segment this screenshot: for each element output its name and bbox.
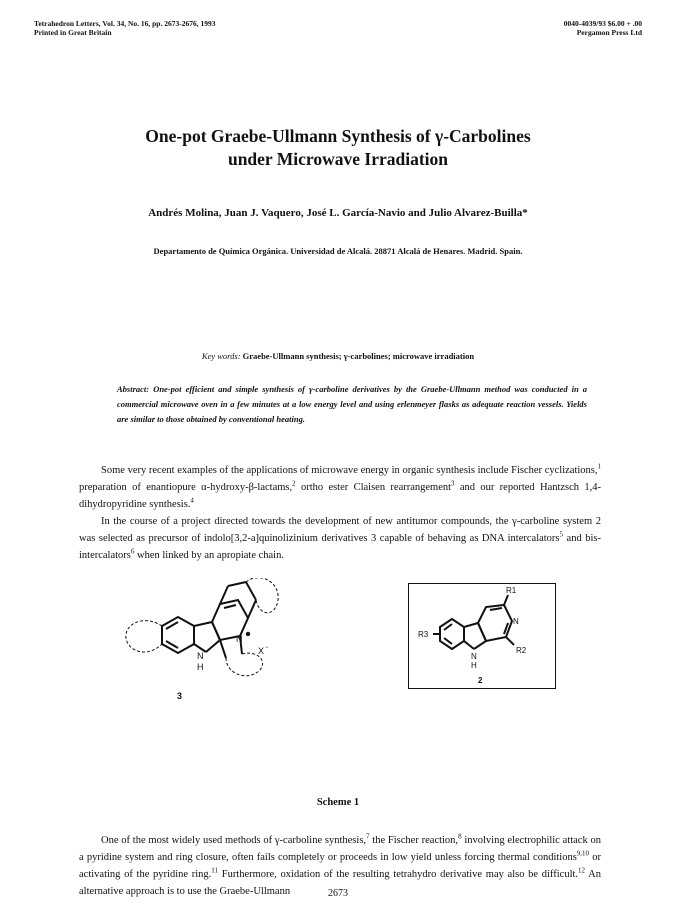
affiliation: Departamento de Química Orgánica. Universidad de Alcalá. 28871 Alcalá de Henares. Madrid. Spain. [153,246,523,256]
compound-2-frame [409,584,556,689]
paragraph-1: Some very recent examples of the applications of microwave energy in organic synthesis include Fischer cyclizations,$^1$ preparation of enantiopure α-hydroxy-β-lactams,$^2$ ortho ester Claisen rearrangement$^3$ and our reported Hantzsch 1,4-dihydropyridine synthesis.$^4$ [79,462,602,510]
publisher: Pergamon Press Ltd [576,28,642,37]
substituent-R3: R3 [418,630,429,639]
abstract-text: One-pot efficient and simple synthesis of γ-carboline derivatives by the Graebe-Ullmann method was conducted in a commercial microwave oven in a few minutes at a low energy level and using erlenmeyer flasks as adequate reaction vessels. Yields are similar to those obtained by conventional heating. [117,384,588,424]
journal-citation: Tetrahedron Letters, Vol. 34, No. 16, pp. 2673-2676, 1993 [34,19,216,28]
compound-3-number: 3 [177,691,183,701]
compound-2-H: H [471,661,477,670]
compound-2-indole-N: N [471,652,477,661]
keywords-text: Graebe-Ullmann synthesis; γ-carbolines; microwave irradiation [242,351,475,361]
compound-3-NH-N: N [197,651,204,661]
compound-3-structure [108,578,298,708]
paragraph-2: In the course of a project directed towards the development of new antitumor compounds, the γ-carboline system 2 was selected as precursor of indolo[3,2-a]quinolizinium derivatives 3 capable of behaving as DNA intercalators$^5$ and bis-intercalators$^6$ when linked by an apropiate chain. [79,516,601,561]
issn-price: 0040-4039/93 $6.00 + .00 [563,19,642,28]
compound-2-pyridine-N: N [513,617,519,626]
page-number: 2673 [328,888,348,899]
printed-location: Printed in Great Britain [34,28,112,37]
body-text-top [79,462,601,564]
compound-3-N: N [236,634,243,644]
article-title-line2: under Microwave Irradiation [227,149,449,169]
authors: Andrés Molina, Juan J. Vaquero, José L. García-Navio and Julio Alvarez-Builla* [148,207,528,219]
scheme-caption: Scheme 1 [316,797,360,808]
compound-3-H: H [197,662,204,672]
paragraph-3: One of the most widely used methods of γ-carboline synthesis,$^7$ the Fischer reaction,$^8$ involving electrophilic attack on a pyridine system and ring closure, often fails completely or proceeds in low yield unless forcing thermal conditions$^{9,10}$ or activating of the pyridine ring.$^{11}$ Furthermore, oxidation of the resulting tetrahydro derivative may also be difficult.$^{12}$ An alternative approach is to use the Graebe-Ullmann [79,832,601,897]
article-title-line1: One-pot Graebe-Ullmann Synthesis of γ-Carbolines [145,126,531,146]
abstract [117,382,587,427]
counterion-X: X [258,646,265,656]
positive-charge-dot [246,632,250,636]
compound-2-structure [408,583,556,689]
substituent-R2: R2 [516,646,527,655]
keywords-label: Key words: [201,351,241,361]
compound-2-number: 2 [478,676,483,685]
substituent-R1: R1 [506,586,517,595]
abstract-label: Abstract: [117,384,150,394]
keywords [0,351,676,361]
counterion-charge: − [265,645,269,651]
